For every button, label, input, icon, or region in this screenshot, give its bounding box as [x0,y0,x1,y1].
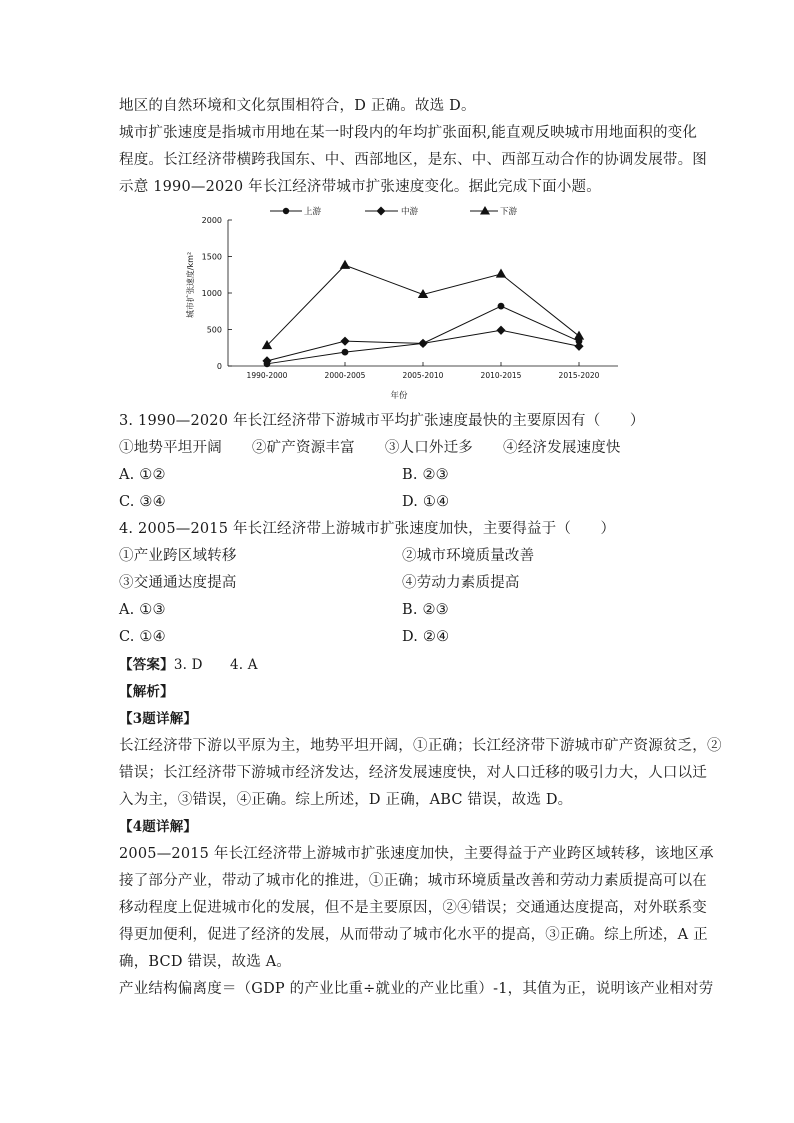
intro-line-3: 示意 1990—2020 年长江经济带城市扩张速度变化。据此完成下面小题。 [119,179,601,195]
detail4-line-1: 2005—2015 年长江经济带上游城市扩张速度加快，主要得益于产业跨区域转移，该地区承 [119,846,714,862]
q4-stem: 4. 2005—2015 年长江经济带上游城市扩张速度加快，主要得益于（ ） [119,521,616,537]
q3-option-d: D. ①④ [402,494,450,510]
y-axis-label: 城市扩张速度/km² [186,251,195,319]
detail3-label: 【3题详解】 [119,711,198,727]
x-tick-label: 1990-2000 [246,371,288,380]
detail4-line-5: 确，BCD 错误，故选 A。 [119,954,292,970]
q4-option-d: D. ②④ [402,629,450,645]
q4-option-c: C. ①④ [119,629,166,645]
paragraph-prev-answer: 地区的自然环境和文化氛围相符合，D 正确。故选 D。 [119,98,476,114]
q3-option-c: C. ③④ [119,494,166,510]
y-tick-label: 0 [216,362,222,371]
data-point [496,269,506,278]
detail4-line-4: 得更加便利，促进了经济的发展，从而带动了城市化水平的提高，③正确。综上所述，A 正 [119,927,708,943]
answer-line [119,655,679,675]
legend-label-lower: 下游 [500,207,518,217]
detail4-line-3: 移动程度上促进城市化的发展，但不是主要原因，②④错误；交通通达度提高，对外联系变 [119,900,707,916]
q3-option-a: A. ①② [119,467,166,483]
q3-stem: 3. 1990—2020 年长江经济带下游城市平均扩张速度最快的主要原因有（ ） [119,413,645,429]
chart-legend [270,206,518,217]
detail4-label: 【4题详解】 [119,819,198,835]
data-point [340,337,349,346]
q3-option-b: B. ②③ [402,467,449,483]
q3-options-row-2 [119,492,679,512]
legend-label-upper: 上游 [304,207,322,217]
legend-marker-lower [480,206,490,215]
x-tick-label: 2000-2005 [324,371,366,380]
q3-item-2: ②矿产资源丰富 [251,440,355,456]
q4-item-4: ④劳动力素质提高 [402,575,520,591]
q4-option-a: A. ①③ [119,602,166,618]
intro-line-1: 城市扩张速度是指城市用地在某一时段内的年均扩张面积,能直观反映城市用地面积的变化 [119,125,698,141]
q3-item-1: ①地势平坦开阔 [119,440,222,456]
answer-label: 【答案】 [119,657,174,673]
legend-marker-middle [377,207,386,216]
x-tick-labels [247,371,600,380]
q4-items-row-2 [119,573,679,593]
data-point [418,339,427,348]
q3-items [119,438,679,458]
data-point [340,260,350,269]
q4-option-b: B. ②③ [402,602,449,618]
detail4-line-2: 接了部分产业，带动了城市化的推进，①正确；城市环境质量改善和劳动力素质提高可以在 [119,873,707,889]
x-axis-label: 年份 [390,391,408,401]
next-question-line: 产业结构偏离度＝（GDP 的产业比重÷就业的产业比重）-1，其值为正，说明该产业相对劳 [119,981,714,997]
chart-series [262,260,584,367]
legend-label-middle: 中游 [401,207,419,217]
q4-options-row-2 [119,627,679,647]
q4-item-1: ①产业跨区域转移 [119,548,237,564]
detail3-line-1: 长江经济带下游以平原为主，地势平坦开阔，①正确；长江经济带下游城市矿产资源贫乏，② [119,738,722,754]
q3-options-row-1 [119,465,679,485]
data-point [574,342,583,351]
line-chart [180,200,620,410]
data-point [496,326,505,335]
series-line-1 [267,306,579,364]
detail3-line-3: 入为主，③错误，④正确。综上所述，D 正确，ABC 错误，故选 D。 [119,792,573,808]
q3-item-3: ③人口外迁多 [384,440,474,456]
y-tick-label: 500 [206,325,222,335]
series-line-3 [267,265,579,345]
data-point [498,303,505,310]
x-tick-label: 2015-2020 [558,371,600,380]
x-tick-label: 2010-2015 [480,371,522,380]
data-point [342,349,349,356]
q4-item-2: ②城市环境质量改善 [402,548,535,564]
detail3-line-2: 错误；长江经济带下游城市经济发达，经济发展速度快，对人口迁移的吸引力大，人口以迁 [119,765,707,781]
y-tick-label: 1000 [201,289,222,298]
intro-line-2: 程度。长江经济带横跨我国东、中、西部地区，是东、中、西部互动合作的协调发展带。图 [119,152,707,168]
x-tick-label: 2005-2010 [402,371,444,380]
data-point [574,331,584,340]
q3-item-4: ④经济发展速度快 [503,440,621,456]
y-tick-label: 1500 [201,252,222,262]
q4-item-3: ③交通通达度提高 [119,575,237,591]
analysis-label: 【解析】 [119,684,174,700]
y-tick-labels [202,216,222,371]
answer-text: 3. D 4. A [173,657,258,673]
y-tick-label: 2000 [201,216,222,225]
q4-items-row-1 [119,546,679,566]
q4-options-row-1 [119,600,679,620]
legend-marker-upper [283,208,289,214]
